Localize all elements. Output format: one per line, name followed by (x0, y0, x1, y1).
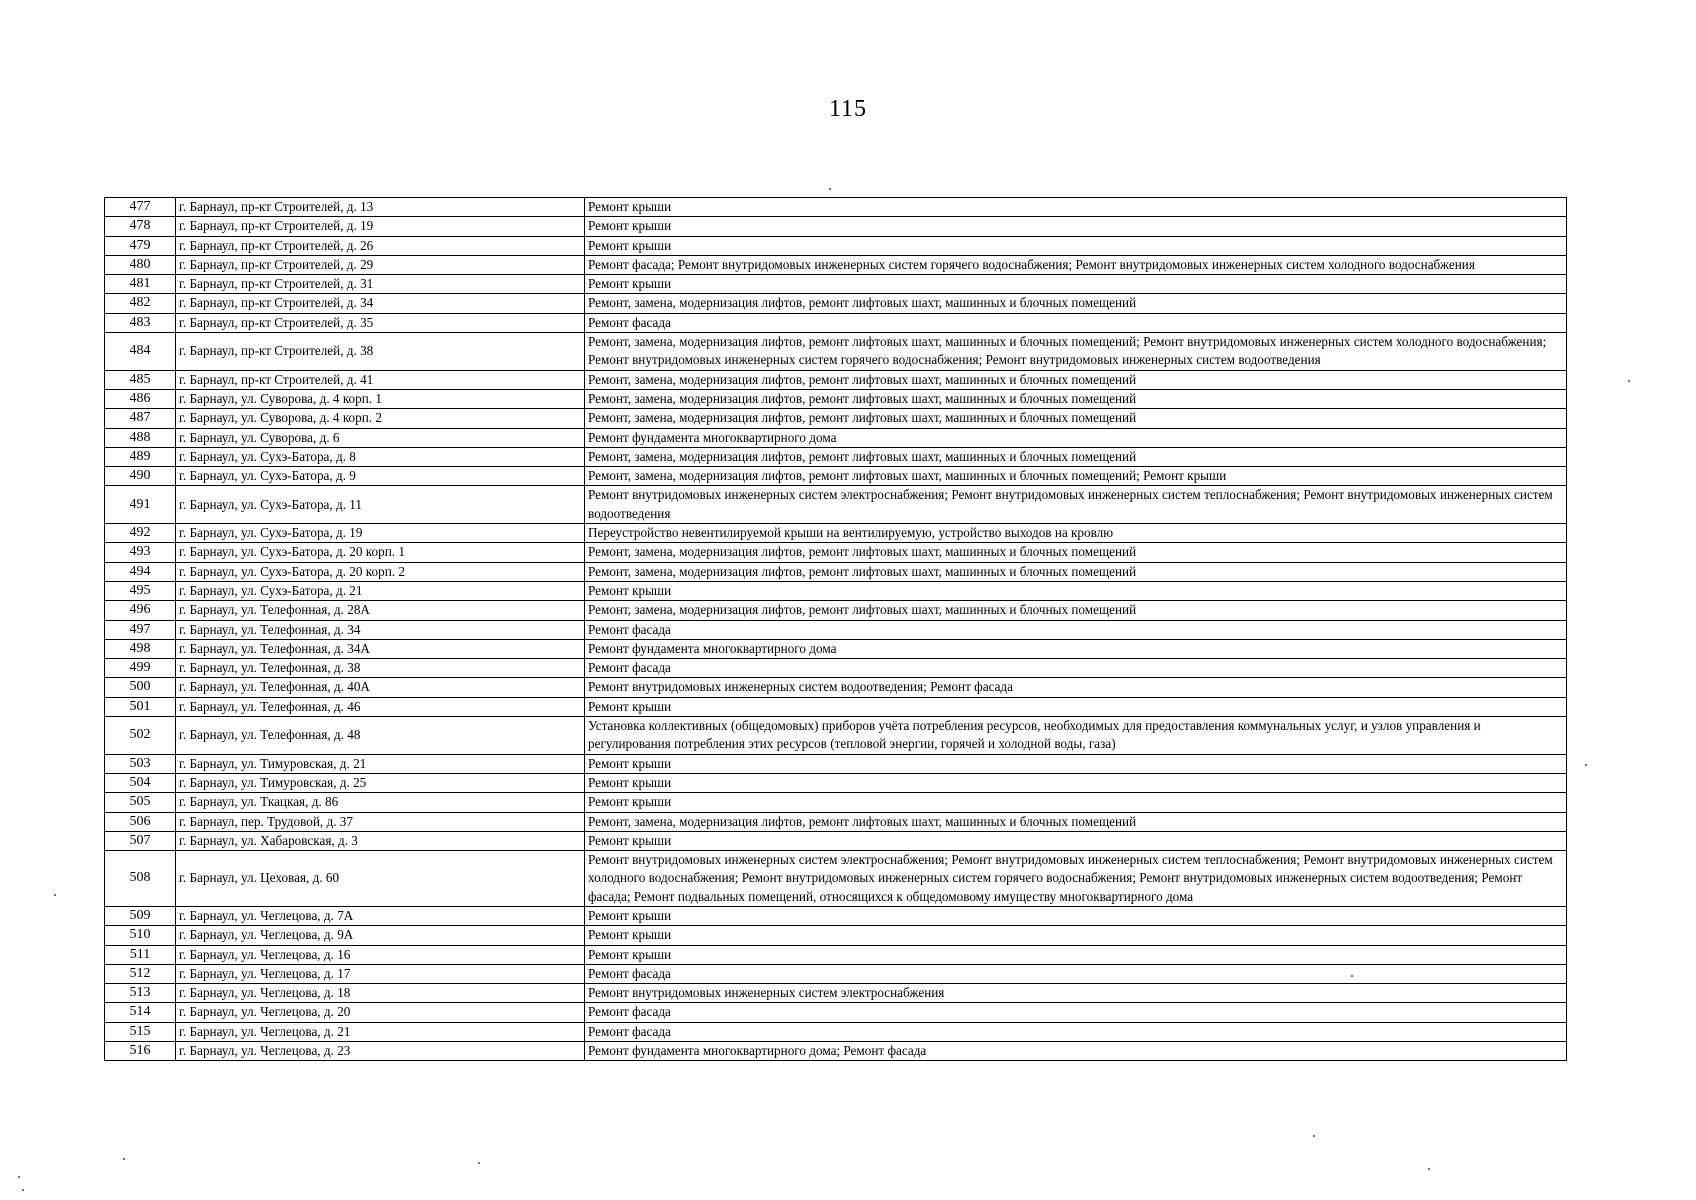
table-row (105, 313, 1567, 332)
table-row (105, 333, 1567, 371)
row-number: 513 (105, 984, 176, 1003)
row-number: 485 (105, 370, 176, 389)
row-works: Ремонт крыши (585, 217, 1567, 236)
row-address: г. Барнаул, пр-кт Строителей, д. 31 (176, 275, 585, 294)
table-row (105, 659, 1567, 678)
row-number: 487 (105, 409, 176, 428)
row-address: г. Барнаул, пр-кт Строителей, д. 13 (176, 198, 585, 217)
table-row (105, 678, 1567, 697)
row-works: Ремонт крыши (585, 831, 1567, 850)
row-number: 480 (105, 255, 176, 274)
table-row (105, 1003, 1567, 1022)
row-works: Ремонт крыши (585, 773, 1567, 792)
row-address: г. Барнаул, ул. Телефонная, д. 46 (176, 697, 585, 716)
row-number: 502 (105, 717, 176, 755)
table-row (105, 926, 1567, 945)
table-row (105, 294, 1567, 313)
table-row (105, 773, 1567, 792)
row-number: 504 (105, 773, 176, 792)
row-address: г. Барнаул, ул. Чеглецова, д. 23 (176, 1042, 585, 1061)
table-row (105, 945, 1567, 964)
row-works: Ремонт, замена, модернизация лифтов, ремонт лифтовых шахт, машинных и блочных помещений (585, 562, 1567, 581)
row-works: Ремонт внутридомовых инженерных систем электроснабжения (585, 984, 1567, 1003)
row-address: г. Барнаул, ул. Сухэ-Батора, д. 11 (176, 486, 585, 524)
row-works: Ремонт, замена, модернизация лифтов, ремонт лифтовых шахт, машинных и блочных помещений (585, 409, 1567, 428)
table-row (105, 409, 1567, 428)
table-row (105, 984, 1567, 1003)
table-row (105, 198, 1567, 217)
repair-works-table (104, 197, 1567, 1061)
row-number: 503 (105, 754, 176, 773)
row-address: г. Барнаул, ул. Чеглецова, д. 9А (176, 926, 585, 945)
table-row (105, 255, 1567, 274)
row-number: 488 (105, 428, 176, 447)
table-row (105, 906, 1567, 925)
row-number: 482 (105, 294, 176, 313)
table-row (105, 275, 1567, 294)
row-works: Ремонт, замена, модернизация лифтов, ремонт лифтовых шахт, машинных и блочных помещений; Ремонт внутридомовых инженерных систем холодного водоснабжения; Ремонт внутридомовых инженерных систем горячего водоснабжения; Ремонт внутридомовых инженерных систем водоотведения (585, 333, 1567, 371)
row-address: г. Барнаул, ул. Тимуровская, д. 21 (176, 754, 585, 773)
row-address: г. Барнаул, ул. Чеглецова, д. 21 (176, 1022, 585, 1041)
row-address: г. Барнаул, ул. Телефонная, д. 40А (176, 678, 585, 697)
row-number: 478 (105, 217, 176, 236)
row-address: г. Барнаул, ул. Телефонная, д. 34А (176, 639, 585, 658)
row-address: г. Барнаул, ул. Цеховая, д. 60 (176, 851, 585, 907)
row-address: г. Барнаул, ул. Сухэ-Батора, д. 21 (176, 581, 585, 600)
row-address: г. Барнаул, ул. Суворова, д. 6 (176, 428, 585, 447)
table-body (105, 198, 1567, 1061)
row-works: Установка коллективных (общедомовых) приборов учёта потребления ресурсов, необходимых для предоставления коммунальных услуг, и узлов управления и регулирования потребления этих ресурсов (тепловой энергии, горячей и холодной воды, газа) (585, 717, 1567, 755)
row-address: г. Барнаул, ул. Телефонная, д. 28А (176, 601, 585, 620)
row-works: Ремонт, замена, модернизация лифтов, ремонт лифтовых шахт, машинных и блочных помещений (585, 812, 1567, 831)
row-works: Переустройство невентилируемой крыши на вентилируемую, устройство выходов на кровлю (585, 524, 1567, 543)
row-works: Ремонт фундамента многоквартирного дома (585, 639, 1567, 658)
row-number: 509 (105, 906, 176, 925)
row-number: 498 (105, 639, 176, 658)
page-number: 115 (828, 96, 868, 122)
row-works: Ремонт, замена, модернизация лифтов, ремонт лифтовых шахт, машинных и блочных помещений (585, 294, 1567, 313)
table-row (105, 543, 1567, 562)
row-number: 490 (105, 467, 176, 486)
row-works: Ремонт фасада (585, 659, 1567, 678)
row-number: 516 (105, 1042, 176, 1061)
table-row (105, 1022, 1567, 1041)
row-address: г. Барнаул, пр-кт Строителей, д. 38 (176, 333, 585, 371)
row-works: Ремонт, замена, модернизация лифтов, ремонт лифтовых шахт, машинных и блочных помещений (585, 447, 1567, 466)
row-works: Ремонт, замена, модернизация лифтов, ремонт лифтовых шахт, машинных и блочных помещений (585, 389, 1567, 408)
row-address: г. Барнаул, пр-кт Строителей, д. 26 (176, 236, 585, 255)
row-works: Ремонт крыши (585, 581, 1567, 600)
table-row (105, 370, 1567, 389)
row-address: г. Барнаул, пр-кт Строителей, д. 41 (176, 370, 585, 389)
row-address: г. Барнаул, ул. Телефонная, д. 48 (176, 717, 585, 755)
row-number: 481 (105, 275, 176, 294)
row-works: Ремонт фундамента многоквартирного дома; Ремонт фасада (585, 1042, 1567, 1061)
row-number: 493 (105, 543, 176, 562)
row-number: 512 (105, 964, 176, 983)
row-number: 500 (105, 678, 176, 697)
row-address: г. Барнаул, пр-кт Строителей, д. 35 (176, 313, 585, 332)
row-works: Ремонт фасада (585, 1022, 1567, 1041)
row-address: г. Барнаул, ул. Суворова, д. 4 корп. 1 (176, 389, 585, 408)
row-address: г. Барнаул, ул. Сухэ-Батора, д. 20 корп. 1 (176, 543, 585, 562)
row-number: 497 (105, 620, 176, 639)
table-row (105, 236, 1567, 255)
table-row (105, 697, 1567, 716)
row-address: г. Барнаул, ул. Чеглецова, д. 18 (176, 984, 585, 1003)
row-address: г. Барнаул, ул. Ткацкая, д. 86 (176, 793, 585, 812)
row-address: г. Барнаул, ул. Сухэ-Батора, д. 9 (176, 467, 585, 486)
table-row (105, 601, 1567, 620)
row-address: г. Барнаул, ул. Суворова, д. 4 корп. 2 (176, 409, 585, 428)
table-row (105, 851, 1567, 907)
row-address: г. Барнаул, пр-кт Строителей, д. 29 (176, 255, 585, 274)
table-row (105, 964, 1567, 983)
row-number: 477 (105, 198, 176, 217)
row-address: г. Барнаул, ул. Сухэ-Батора, д. 8 (176, 447, 585, 466)
row-works: Ремонт крыши (585, 793, 1567, 812)
row-address: г. Барнаул, ул. Хабаровская, д. 3 (176, 831, 585, 850)
row-works: Ремонт крыши (585, 198, 1567, 217)
row-address: г. Барнаул, ул. Чеглецова, д. 20 (176, 1003, 585, 1022)
row-address: г. Барнаул, пр-кт Строителей, д. 34 (176, 294, 585, 313)
table-row (105, 447, 1567, 466)
row-works: Ремонт фасада (585, 1003, 1567, 1022)
row-works: Ремонт фасада; Ремонт внутридомовых инженерных систем горячего водоснабжения; Ремонт внутридомовых инженерных систем холодного водоснабжения (585, 255, 1567, 274)
row-works: Ремонт внутридомовых инженерных систем электроснабжения; Ремонт внутридомовых инженерных систем теплоснабжения; Ремонт внутридомовых инженерных систем холодного водоснабжения; Ремонт внутридомовых инженерных систем горячего водоснабжения; Ремонт внутридомовых инженерных систем водоотведения; Ремонт фасада; Ремонт подвальных помещений, относящихся к общедомовому имуществу многоквартирного дома (585, 851, 1567, 907)
row-number: 484 (105, 333, 176, 371)
row-address: г. Барнаул, ул. Сухэ-Батора, д. 20 корп. 2 (176, 562, 585, 581)
row-address: г. Барнаул, ул. Телефонная, д. 34 (176, 620, 585, 639)
row-number: 508 (105, 851, 176, 907)
table-row (105, 428, 1567, 447)
table-row (105, 467, 1567, 486)
table-row (105, 486, 1567, 524)
row-number: 514 (105, 1003, 176, 1022)
row-works: Ремонт фундамента многоквартирного дома (585, 428, 1567, 447)
row-address: г. Барнаул, пр-кт Строителей, д. 19 (176, 217, 585, 236)
table-row (105, 717, 1567, 755)
row-number: 496 (105, 601, 176, 620)
row-number: 479 (105, 236, 176, 255)
row-works: Ремонт, замена, модернизация лифтов, ремонт лифтовых шахт, машинных и блочных помещений (585, 601, 1567, 620)
table-row (105, 639, 1567, 658)
table-row (105, 1042, 1567, 1061)
row-works: Ремонт крыши (585, 754, 1567, 773)
row-works: Ремонт крыши (585, 275, 1567, 294)
row-number: 505 (105, 793, 176, 812)
row-number: 492 (105, 524, 176, 543)
row-works: Ремонт, замена, модернизация лифтов, ремонт лифтовых шахт, машинных и блочных помещений (585, 543, 1567, 562)
row-number: 510 (105, 926, 176, 945)
table-row (105, 754, 1567, 773)
row-address: г. Барнаул, ул. Тимуровская, д. 25 (176, 773, 585, 792)
row-works: Ремонт внутридомовых инженерных систем электроснабжения; Ремонт внутридомовых инженерных систем теплоснабжения; Ремонт внутридомовых инженерных систем водоотведения (585, 486, 1567, 524)
table-row (105, 562, 1567, 581)
row-works: Ремонт фасада (585, 964, 1567, 983)
row-number: 495 (105, 581, 176, 600)
row-number: 489 (105, 447, 176, 466)
row-address: г. Барнаул, ул. Чеглецова, д. 7А (176, 906, 585, 925)
table-row (105, 831, 1567, 850)
row-address: г. Барнаул, ул. Телефонная, д. 38 (176, 659, 585, 678)
row-number: 501 (105, 697, 176, 716)
row-number: 515 (105, 1022, 176, 1041)
row-works: Ремонт крыши (585, 906, 1567, 925)
row-works: Ремонт, замена, модернизация лифтов, ремонт лифтовых шахт, машинных и блочных помещений; Ремонт крыши (585, 467, 1567, 486)
row-number: 483 (105, 313, 176, 332)
row-number: 499 (105, 659, 176, 678)
table-row (105, 812, 1567, 831)
row-address: г. Барнаул, ул. Сухэ-Батора, д. 19 (176, 524, 585, 543)
table-row (105, 217, 1567, 236)
table-row (105, 581, 1567, 600)
table-row (105, 524, 1567, 543)
row-number: 486 (105, 389, 176, 408)
row-address: г. Барнаул, ул. Чеглецова, д. 17 (176, 964, 585, 983)
table-row (105, 793, 1567, 812)
table-row (105, 620, 1567, 639)
row-number: 507 (105, 831, 176, 850)
row-works: Ремонт, замена, модернизация лифтов, ремонт лифтовых шахт, машинных и блочных помещений (585, 370, 1567, 389)
table-row (105, 389, 1567, 408)
row-number: 491 (105, 486, 176, 524)
row-address: г. Барнаул, пер. Трудовой, д. 37 (176, 812, 585, 831)
row-works: Ремонт фасада (585, 313, 1567, 332)
row-works: Ремонт крыши (585, 945, 1567, 964)
row-works: Ремонт крыши (585, 926, 1567, 945)
row-works: Ремонт фасада (585, 620, 1567, 639)
row-works: Ремонт внутридомовых инженерных систем водоотведения; Ремонт фасада (585, 678, 1567, 697)
row-number: 511 (105, 945, 176, 964)
row-works: Ремонт крыши (585, 697, 1567, 716)
row-number: 506 (105, 812, 176, 831)
row-address: г. Барнаул, ул. Чеглецова, д. 16 (176, 945, 585, 964)
row-works: Ремонт крыши (585, 236, 1567, 255)
row-number: 494 (105, 562, 176, 581)
